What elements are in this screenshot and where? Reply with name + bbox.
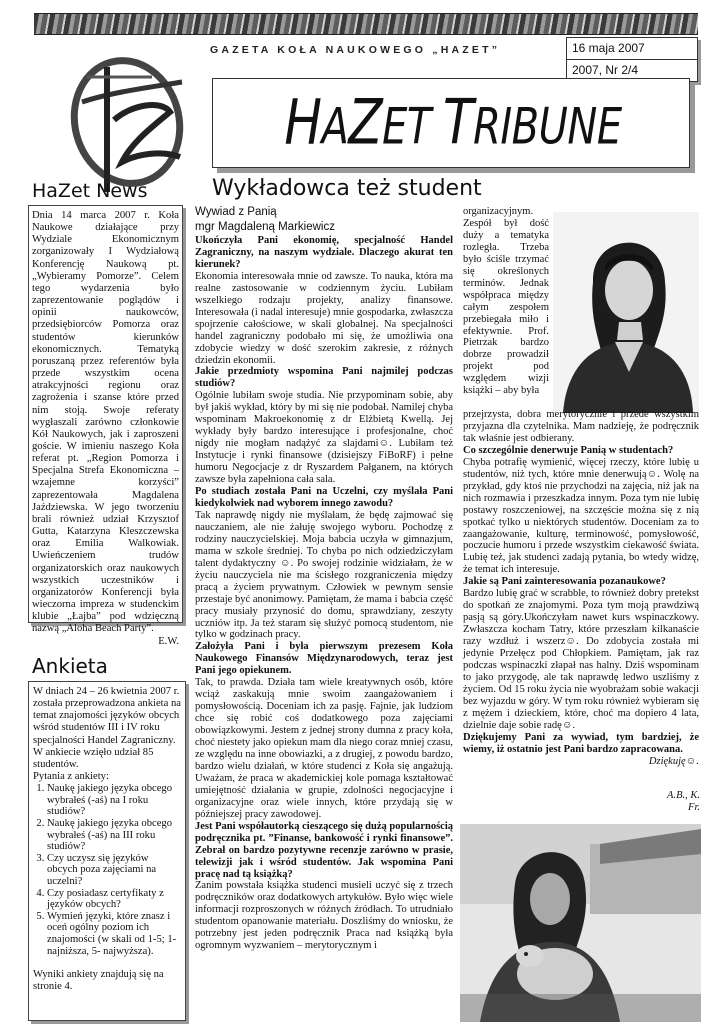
photo-with-lamb — [460, 824, 701, 1022]
top-decorative-band — [34, 13, 698, 35]
article-wide-text — [463, 409, 699, 756]
newspaper-subtitle: GAZETA KOŁA NAUKOWEGO „HAZET” — [210, 44, 501, 56]
news-box — [28, 205, 183, 648]
article-heading: Wykładowca też student — [212, 176, 482, 201]
article-intro-line2: mgr Magdaleną Markiewicz — [195, 220, 335, 233]
authors-line1: A.B., K. — [667, 790, 700, 801]
article-thanks: Dziękuję☺. — [648, 755, 699, 767]
authors-line2: Fr. — [688, 802, 700, 813]
article-authors — [600, 790, 700, 814]
article-question: Jakie są Pani zainteresowania pozanaukowe? — [463, 576, 666, 588]
news-body: Dnia 14 marca 2007 r. Koła Naukowe działające przy Wydziale Ekonomicznym zorganizowały I Wydziałową Konferencję Naukową pt. „Wybieramy Pomorze”. Celem tego wydarzenia było zaprezentowanie poglądów i opinii naukowców, przedsiębiorców Pomorza oraz studentów kierunków ekonomicznych. Tematyką poruszaną przez referentów była przede wszystkim ocena atrakcyjności regionu oraz zagrożenia i szanse które przed nim stoją. Swoje referaty wygłaszali zarówno członkowie Kół Naukowych, jak i zaproszeni goście. W imieniu naszego Koła referat pt. „Region Pomorza i Specjalna Strefa Ekonomiczna – wzajemne korzyści” zaprezentowała Magdalena Jaździewska. W jego tworzeniu brali również udział Krzysztof Gutta, Katarzyna Kleszczewska oraz Emilia Walkowiak. Uwieńczeniem trudów organizatorskich oraz naukowych wszystkich uczestników i organizatorów Konferencji była wieczorna impreza w studenckim klubie „Łajba” pod wdzięczną nazwą „Aloha Beach Party”. — [32, 210, 179, 635]
news-heading: HaZet News — [32, 180, 148, 202]
article-main-text — [195, 235, 453, 952]
survey-question: 4. Czy posiadasz certyfikaty z języków obcych? — [47, 888, 181, 911]
article-question: Co szczególnie denerwuje Panią w studentach? — [463, 444, 674, 456]
article-answer: Ogólnie lubiłam swoje studia. Nie przypominam sobie, aby był jakiś wykład, który by mi się nie podobał. Namilej chyba wspominam Makroekonomię z dr Elżbietą Kwellą. Jej wykłady były bardzo interesujące i profesjonalne, choć nigdy nie mogłam nadążyć za slajdami☺. Lubiłam też Instytucje i rynki finansowe (dzisiejszy FiBoRF) i pełne humoru Negocjacje z dr Ryszardem Pałganem, na których zawsze była zapełniona cała sala. — [195, 390, 453, 486]
article-question: Jest Pani współautorką cieszącego się dużą popularnością podręcznika pt. ”Finanse, bankowość i rynki finansowe”. Zebrał on bardzo pozytywne recenzje zarówno w prasie, telewizji jak i wśród studentów. Jak wspomina Pani pracę nad tą książką? — [195, 820, 453, 880]
article-main-column — [195, 206, 453, 952]
article-question: Ukończyła Pani ekonomię, specjalność Handel Zagraniczny, na naszym wydziale. Dlaczego akurat ten kierunek? — [195, 235, 453, 270]
article-wide-column — [463, 409, 699, 768]
survey-questions-label: Pytania z ankiety: — [33, 771, 109, 783]
article-question: Założyła Pani i była pierwszym prezesem Koła Naukowego Finansów Międzynarodowych, teraz jest Pani jego opiekunem. — [195, 641, 453, 677]
article-answer: Bardzo lubię grać w scrabble, to również dobry pretekst do spotkań ze znajomymi. Poza tym moją prawdziwą pasją są góry.Ukończyłam nawet kurs wspinaczkowy. Zwłaszcza kocham Tatry, które przeszłam kilkanaście razy wzdłuż i wszerz☺. Do zdobycia została mi jedynie Przełęcz pod Chłopkiem. Pamiętam, jak raz podczas wspinaczki złapał nas halny. Dziś wspominam to jako przygodę, ale tak naprawdę ledwo uszliśmy z życiem. Od 15 roku życia nie wyobrażam sobie wakacji bez wyjazdu w góry. W tym roku również wybieram się z mężem i dzieckiem, które, choć ma dopiero 4 lata, dzielnie daje sobie radę☺. — [463, 588, 699, 731]
article-intro-line1: Wywiad z Panią — [195, 206, 277, 218]
issue-date: 16 maja 2007 — [572, 41, 645, 55]
article-answer: przejrzysta, dobra merytorycznie i przede wszystkim przyjazna dla czytelnika. Mam nadzieję, że podręcznik tak właśnie jest odbierany. — [463, 409, 699, 444]
article-answer: Zanim powstała książka studenci musieli uczyć się z trzech podręczników oraz dodatkowych artykułów. Było więc wiele informacji rozproszonych w różnych źródłach. To utrudniało studentom opanowanie materiału. Doszliśmy do wniosku, że potrzebny jest jeden podręcznik Praca nad książką była ogromnym wyzwaniem – merytorycznym i — [195, 880, 453, 952]
issue-box — [566, 37, 698, 82]
article-answer: Chyba potrafię wymienić, więcej rzeczy, które lubię u studentów, niż tych, które mnie denerwują☺. Wolę na przykład, gdy ktoś nie przychodzi na zajęcia, niż jak na nich rozmawia i przeszkadza innym. Poza tym nie lubię postawy roszczeniowej, na szczęście można się z nią spotkać tylko u niektórych studentów. Doceniam za to zaangażowanie, kulturę, terminowość, pomysłowość, poczucie humoru i przede wszystkim ciekawość świata. Lubię też, jak studenci zadają pytania, bo wtedy widzę, że temat ich interesuje. — [463, 456, 699, 576]
survey-outro: Wyniki ankiety znajdują się na stronie 4. — [33, 969, 164, 993]
survey-box — [28, 681, 186, 1021]
survey-question: 1. Naukę jakiego języka obcego wybrałeś (-aś) na I roku studiów? — [47, 783, 181, 818]
article-narrow-column — [463, 206, 549, 397]
survey-heading: Ankieta — [32, 654, 108, 678]
portrait-photo — [553, 212, 699, 413]
article-question: Jakie przedmioty wspomina Pani najmilej podczas studiów? — [195, 366, 453, 390]
survey-question: 3. Czy uczysz się języków obcych poza zajęciami na uczelni? — [47, 853, 181, 888]
article-answer: Tak, to prawda. Działa tam wiele kreatywnych osób, które wciąż zaskakują mnie swoim zaangażowaniem i pomysłowością. Doceniam ich za pasję. Fajnie, jak ludziom chce się robić coś dodatkowego poza zajęciami obowiązkowymi. Jestem z jednej strony dumna z pracy koła, choć niestety jako opiekun mam dla niego coraz mniej czasu, ze względu na inne obowiazki, a z drugiej, z powodu bardzo, bardzo wielu działań, w które studenci z Koła się angażują. Uważam, że praca w akademickiej kole pomaga kształtować umiejętność działania w grupie, zdolności negocjacyjne i organizacyjne oraz wiele innych, które przydają się w późniejszej pracy zawodowej. — [195, 677, 453, 820]
article-question: Dziękujemy Pani za wywiad, tym bardziej, że wiemy, iż ostatnio jest Pani bardzo zapracowana. — [463, 731, 699, 755]
survey-question: 2. Naukę jakiego języka obcego wybrałeś (-aś) na III roku studiów? — [47, 818, 181, 853]
issue-number: 2007, Nr 2/4 — [567, 59, 697, 81]
article-answer: Tak naprawdę nigdy nie myślałam, że będę zajmować się nauczaniem, ale nie żałuję swojego wyboru. Pochodzę z rodziny nauczycielskiej. Moja babcia uczyła w gimnazjum, mama w szkole średniej. To chyba po nich odziedziczyłam talent dydaktyczny ☺. Po swojej rodzinie widziałam, że w życiu nauczyciela nie ma ścisłego rozgraniczenia między pracą a życiem prywatnym. Człowiek w pewnym sensie przestaje być anonimowy. Pamiętam, że mama i babcia część pracy musiały przynosić do domu, sprawdziany, zeszyty uczniów itp. Ja też staram się służyć pomocą studentom, nie tylko w godzinach pracy. — [195, 509, 453, 641]
article-answer: Ekonomia interesowała mnie od zawsze. To nauka, która ma realne zastosowanie w codziennym życiu. Lubiłam wszelkiego rodzaju projekty, analizy finansowe. Interesowała (i nadal interesuje) mnie gospodarka, zwłaszcza spojrzenie całościowe, w skali globalnej. Na specjalności handel zagraniczny podobało mi się, że umożliwia ona zdobycie wiedzy w dość szerokim zakresie, z różnych dziedzin ekonomii. — [195, 270, 453, 366]
news-signature: E.W. — [158, 636, 179, 648]
newspaper-title: HAZET TRIBUNE — [284, 86, 622, 159]
article-question: Po studiach została Pani na Uczelni, czy myślała Pani kiedykolwiek nad wyborem innego zawodu? — [195, 486, 453, 509]
article-narrow-text: organizacyjnym. Zespół był dość duży a tematyka rozległa. Trzeba było ściśle trzymać się określonych terminów. Jednak współpraca między całym zespołem przebiegała miło i efektywnie. Prof. Pietrzak bardzo dobrze prowadził projekt pod względem wizji książki – aby była — [463, 206, 549, 397]
hazet-logo — [52, 42, 202, 202]
survey-question: 5. Wymień języki, które znasz i oceń ogólny poziom ich znajomości (w skali od 1-5; 1- najniższa, 5- najwyższa). — [47, 911, 181, 957]
survey-intro: W dniach 24 – 26 kwietnia 2007 r. została przeprowadzona ankieta na temat znajomości języków obcych wśród studentów III i IV roku specjalności Handel Zagraniczny. W ankiecie wzięło udział 85 studentów. — [33, 686, 181, 770]
survey-questions — [33, 783, 181, 957]
